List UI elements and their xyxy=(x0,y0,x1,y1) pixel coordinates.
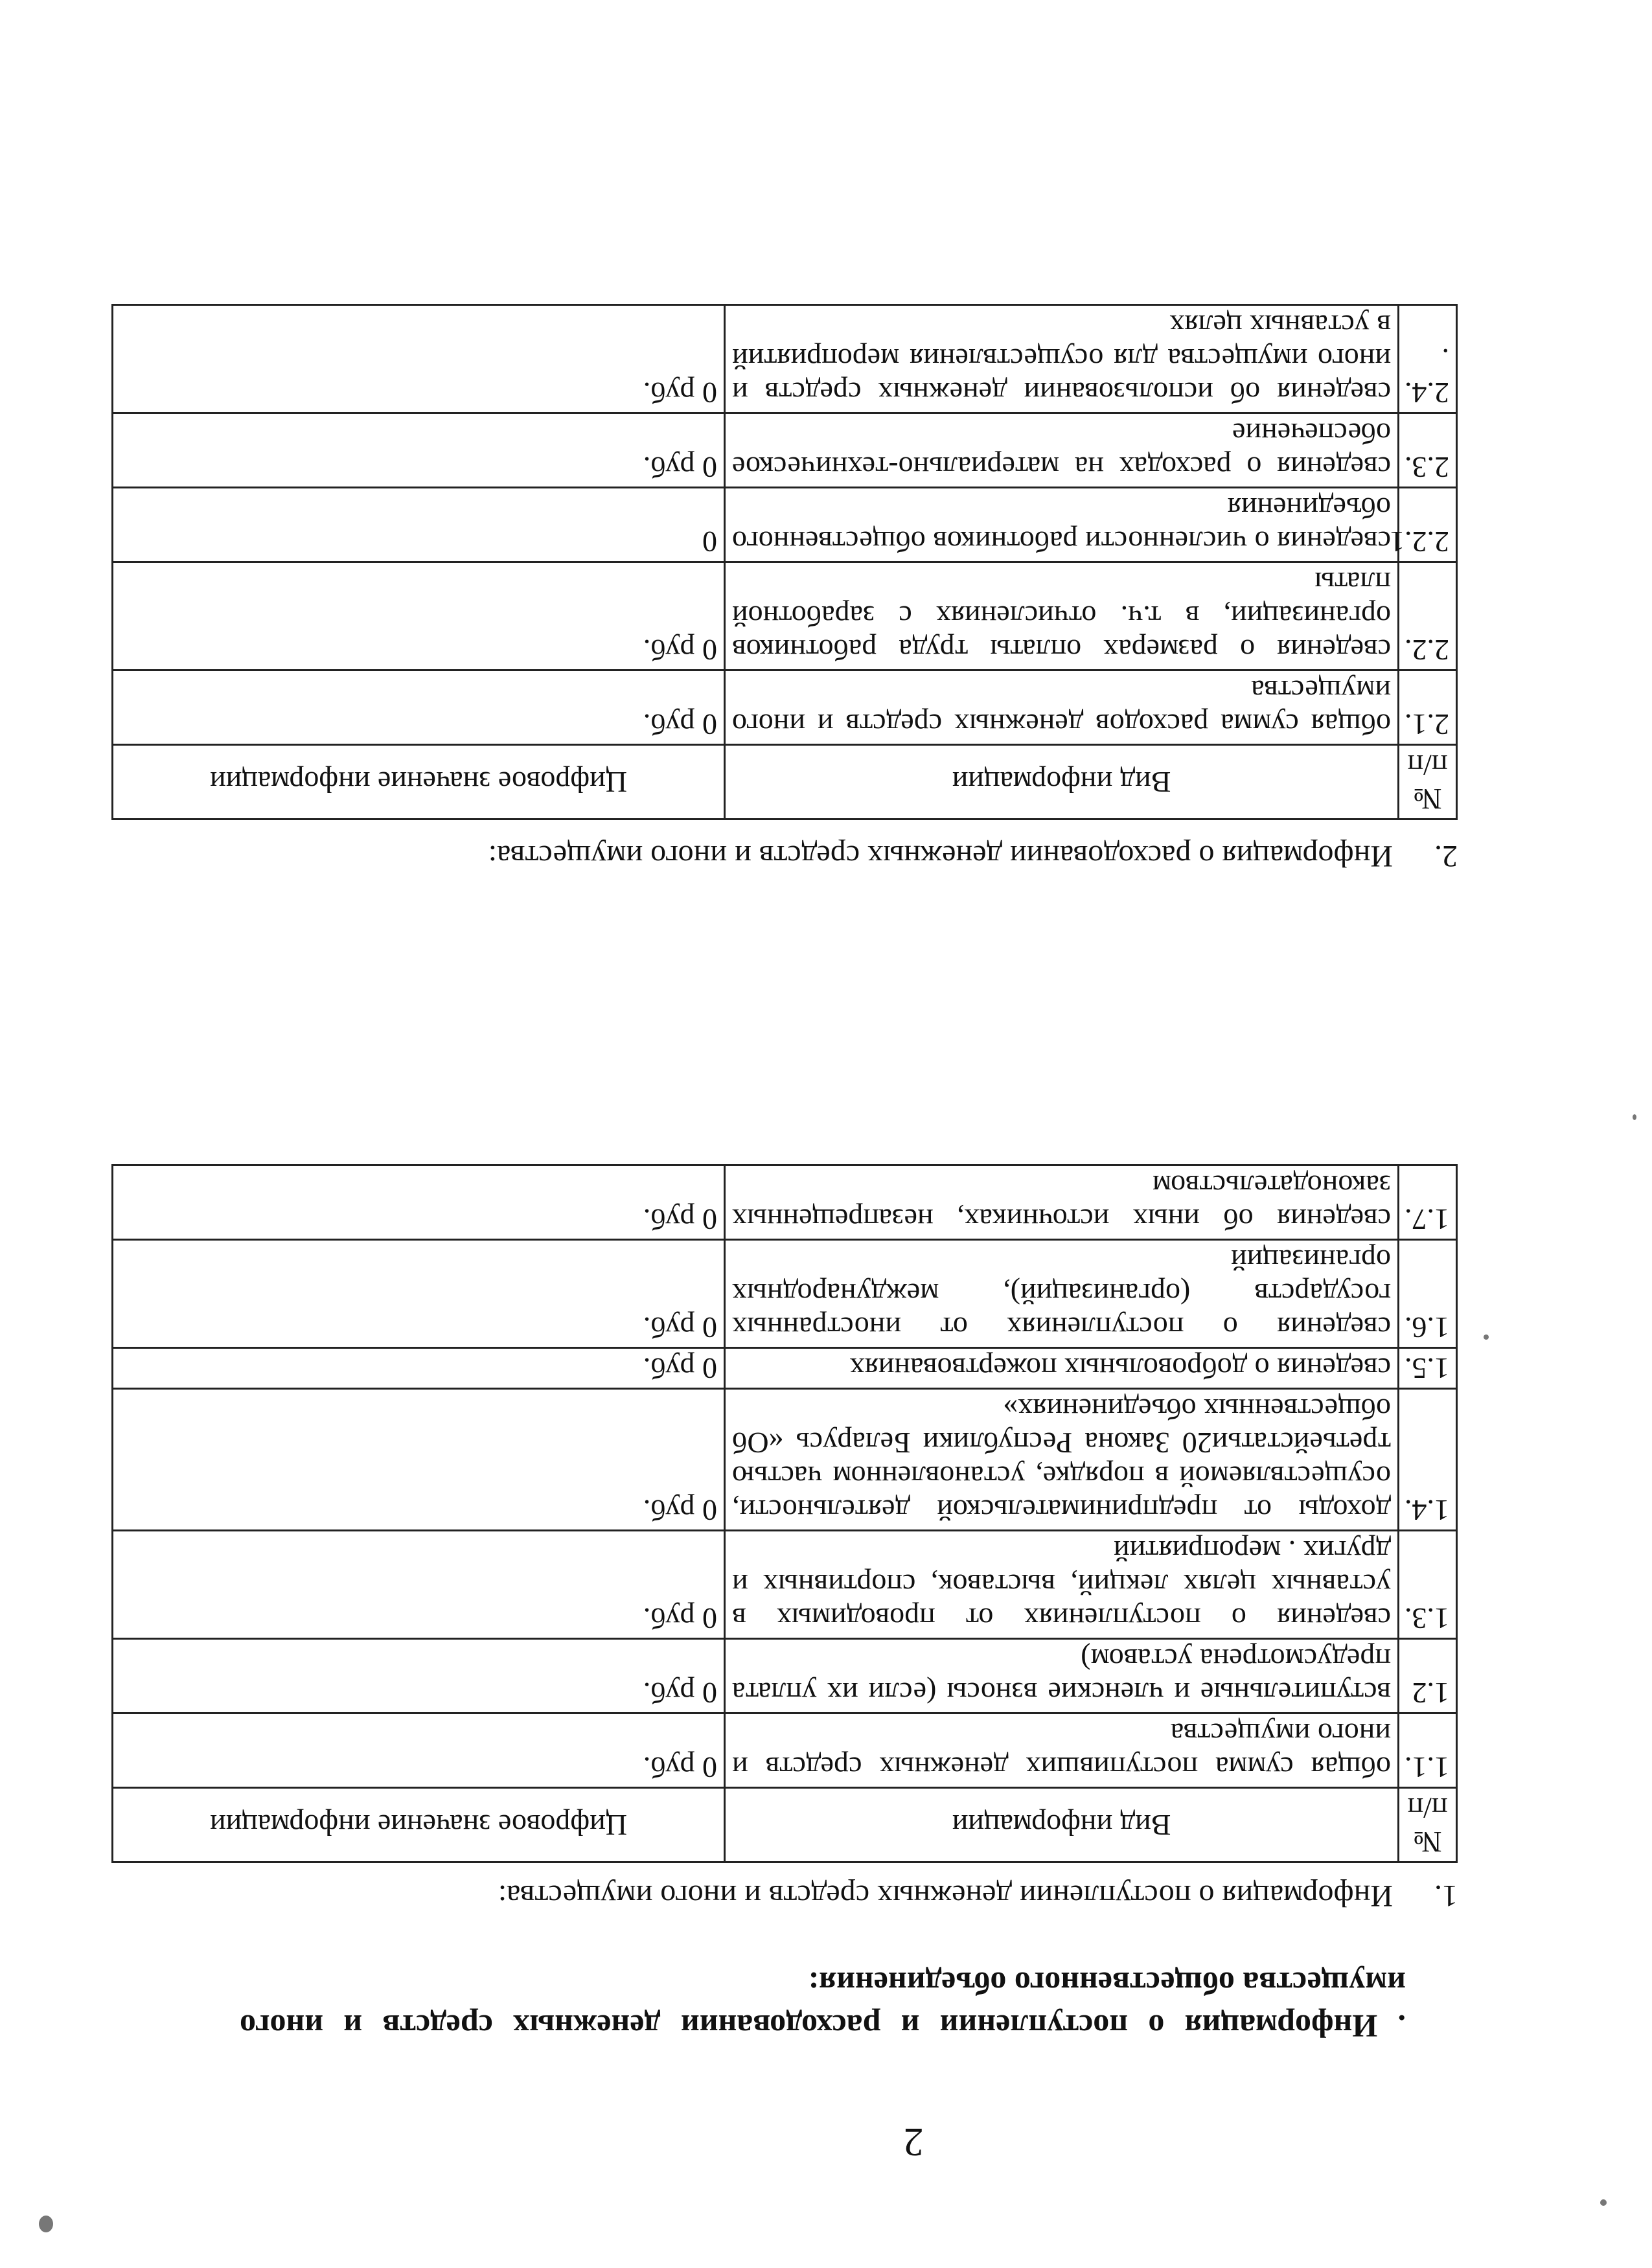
scan-speck xyxy=(39,2216,53,2232)
row-num: 2.2.1 xyxy=(1399,488,1457,562)
section-1-heading xyxy=(498,1876,1458,1915)
row-num: 1.3. xyxy=(1399,1531,1457,1639)
section-2-heading xyxy=(488,836,1458,875)
row-value: 0 руб. xyxy=(113,413,725,488)
row-value: 0 руб. xyxy=(113,1531,725,1639)
row-type: сведения о размерах оплаты труда работников организации, в т.ч. отчислениях с заработной платы xyxy=(725,562,1399,670)
row-num: 1.7. xyxy=(1399,1165,1457,1240)
row-type: вступительные и членские взносы (если их уплата предусмотрена уставом) xyxy=(725,1639,1399,1713)
table-row xyxy=(113,1713,1457,1788)
table-row xyxy=(113,1531,1457,1639)
row-type: сведения о добровольных пожертвованиях xyxy=(725,1348,1399,1389)
table-header-row xyxy=(113,1788,1457,1862)
row-value: 0 руб. xyxy=(113,670,725,745)
header-num: № п/п xyxy=(1399,745,1457,819)
scan-speck xyxy=(1484,1334,1489,1340)
row-num: 2.1. xyxy=(1399,670,1457,745)
row-value: 0 руб. xyxy=(113,1389,725,1531)
header-type: Вид информации xyxy=(725,745,1399,819)
scan-speck xyxy=(1633,1114,1636,1120)
row-type: сведения о расходах на материально-техническое обеспечение xyxy=(725,413,1399,488)
row-value: 0 руб. xyxy=(113,1348,725,1389)
table-row xyxy=(113,1389,1457,1531)
header-value: Цифровое значение информации xyxy=(113,745,725,819)
row-type: доходы от предпринимательской деятельности, осуществляемой в порядке, установленном частью третьейстатьи20 Закона Республики Беларусь «Об общественных объединениях» xyxy=(725,1389,1399,1531)
row-num: 2.4. . xyxy=(1399,305,1457,413)
row-num: 1.1. xyxy=(1399,1713,1457,1788)
table-row xyxy=(113,1639,1457,1713)
row-value: 0 xyxy=(113,488,725,562)
table-header-row xyxy=(113,745,1457,819)
row-type: сведения об использовании денежных средств и иного имущества для осуществления мероприятий в уставных целях xyxy=(725,305,1399,413)
table-row xyxy=(113,1240,1457,1348)
row-type: сведения об иных источниках, незапрещенных законодательством xyxy=(725,1165,1399,1240)
income-table xyxy=(111,1164,1458,1863)
row-value: 0 руб. xyxy=(113,1639,725,1713)
expense-table xyxy=(111,304,1458,820)
section-1-number: 1. xyxy=(1434,1879,1458,1913)
row-num: 1.6. xyxy=(1399,1240,1457,1348)
table-row xyxy=(113,413,1457,488)
row-num: 2.3. xyxy=(1399,413,1457,488)
table-row xyxy=(113,1165,1457,1240)
header-type: Вид информации xyxy=(725,1788,1399,1862)
row-type: сведения о поступлениях от иностранных государств (организаций), международных организаций xyxy=(725,1240,1399,1348)
table-row xyxy=(113,305,1457,413)
row-value: 0 руб. xyxy=(113,1240,725,1348)
row-value: 0 руб. xyxy=(113,1165,725,1240)
row-type: общая сумма поступивших денежных средств и иного имущества xyxy=(725,1713,1399,1788)
row-num: 1.5. xyxy=(1399,1348,1457,1389)
row-type: сведения о поступлениях от проводимых в уставных целях лекций, выставок, спортивных и других . мероприятий xyxy=(725,1531,1399,1639)
document-title: . Информация о поступлении и расходовании денежных средств и иного имущества общественного объединения: xyxy=(240,1965,1406,2045)
table-row xyxy=(113,1348,1457,1389)
row-value: 0 руб. xyxy=(113,1713,725,1788)
row-value: 0 руб. xyxy=(113,562,725,670)
row-num: 2.2. xyxy=(1399,562,1457,670)
table-row xyxy=(113,488,1457,562)
row-type: общая сумма расходов денежных средств и иного имущества xyxy=(725,670,1399,745)
scan-speck xyxy=(1600,2199,1607,2206)
row-num: 1.4. xyxy=(1399,1389,1457,1531)
header-value: Цифровое значение информации xyxy=(113,1788,725,1862)
row-type: сведения о численности работников общественного объединения xyxy=(725,488,1399,562)
section-1-heading-text: Информация о поступлении денежных средств и иного имущества: xyxy=(498,1879,1393,1913)
section-2-number: 2. xyxy=(1434,839,1458,873)
row-num: 1.2 xyxy=(1399,1639,1457,1713)
page-number: 2 xyxy=(903,2120,924,2164)
table-row xyxy=(113,670,1457,745)
section-2-heading-text: Информация о расходовании денежных средств и иного имущества: xyxy=(488,839,1393,873)
table-row xyxy=(113,562,1457,670)
row-value: 0 руб. xyxy=(113,305,725,413)
header-num: № п/п xyxy=(1399,1788,1457,1862)
